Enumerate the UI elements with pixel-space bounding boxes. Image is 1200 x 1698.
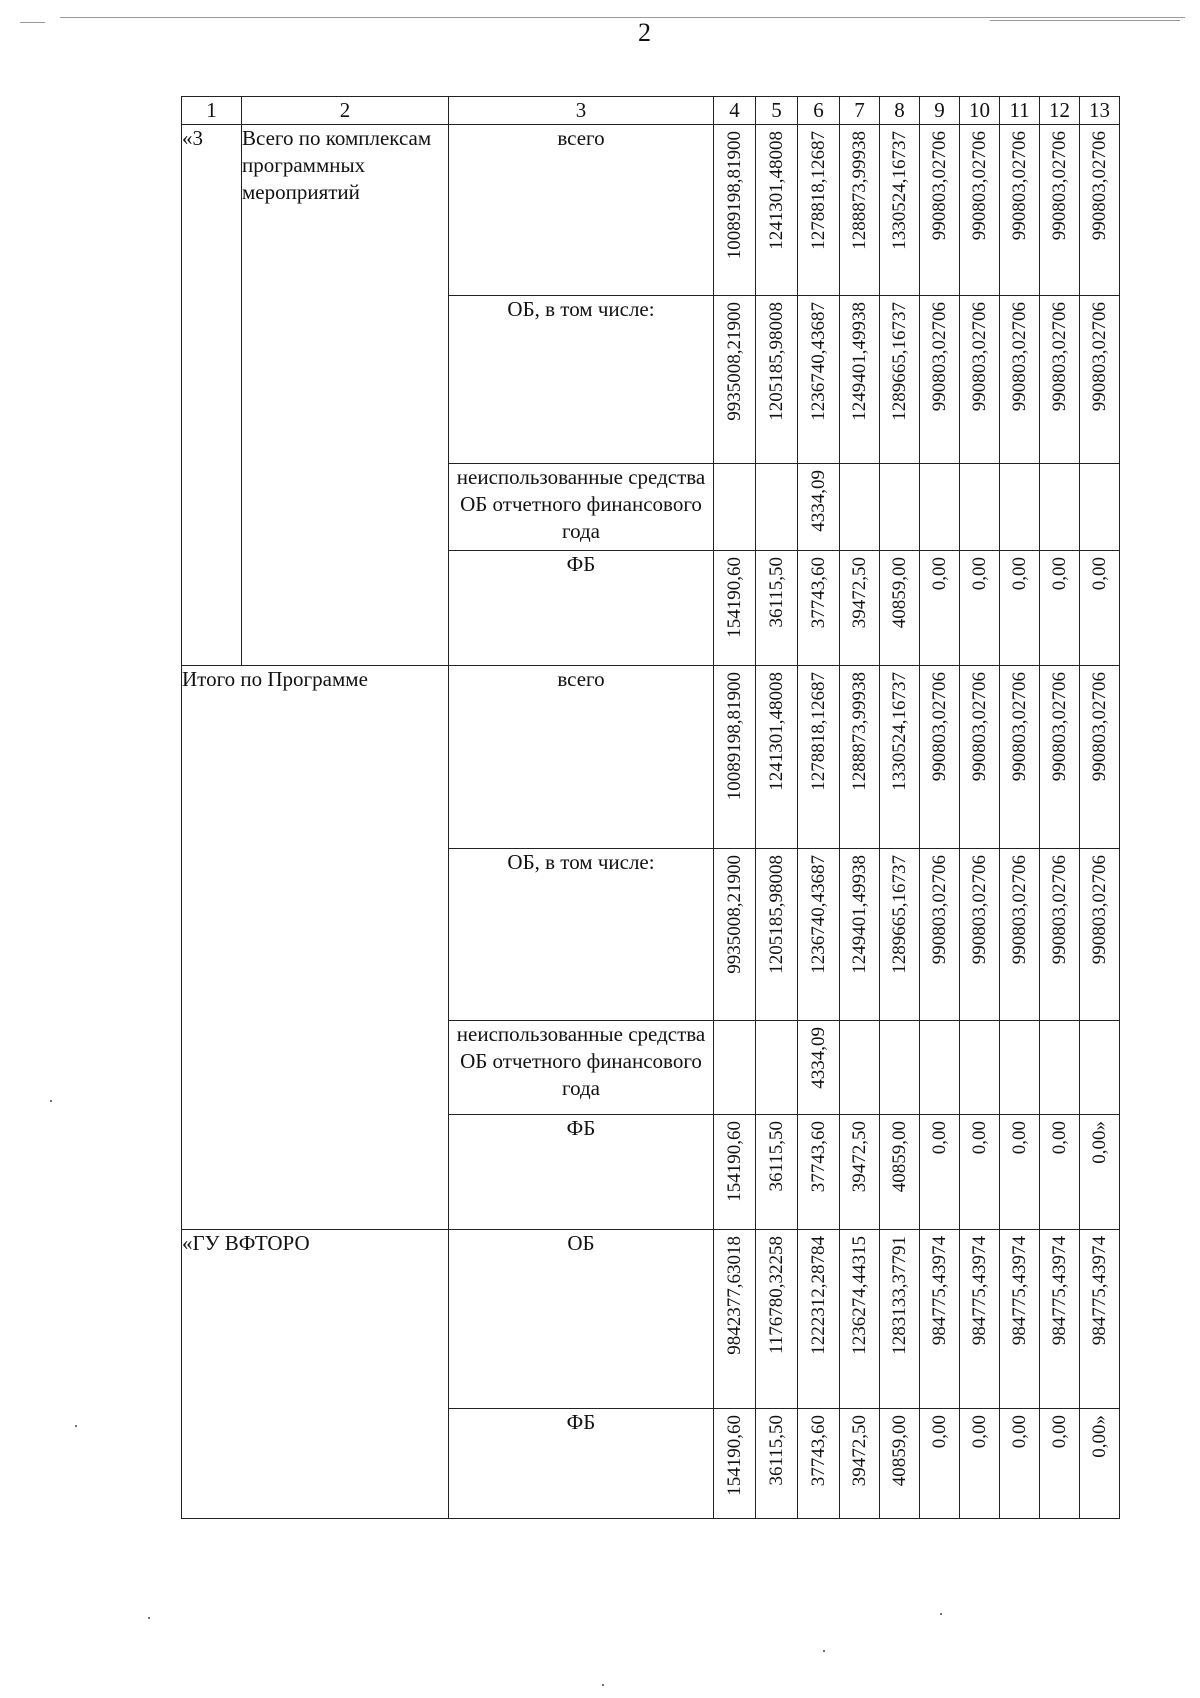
value-cell: 40859,00 [880,551,920,666]
value-cell: 1278818,12687 [798,125,840,296]
column-number: 6 [798,97,840,125]
value-cell: 990803,02706 [920,849,960,1021]
funding-source-label: ФБ [449,1409,714,1519]
value-cell: 1236740,43687 [798,296,840,464]
value-cell [1000,1021,1040,1115]
value-cell: 9842377,63018 [714,1230,756,1409]
value-cell: 154190,60 [714,551,756,666]
value-cell: 39472,50 [840,551,880,666]
value-cell: 1330524,16737 [880,125,920,296]
value-cell: 1236740,43687 [798,849,840,1021]
section-title: Итого по Программе [182,666,449,1230]
value-cell: 39472,50 [840,1409,880,1519]
value-cell: 10089198,81900 [714,666,756,849]
column-number: 10 [960,97,1000,125]
funding-source-label: неиспользованные средства ОБ отчетного финансового года [449,1021,714,1115]
value-cell: 990803,02706 [1040,296,1080,464]
value-cell: 0,00 [920,551,960,666]
column-number: 9 [920,97,960,125]
value-cell: 37743,60 [798,1115,840,1230]
value-cell: 40859,00 [880,1115,920,1230]
value-cell: 0,00 [960,1115,1000,1230]
value-cell: 36115,50 [756,1115,798,1230]
value-cell [880,464,920,551]
table-row [182,125,1120,296]
column-number: 3 [449,97,714,125]
value-cell: 40859,00 [880,1409,920,1519]
value-cell: 990803,02706 [920,125,960,296]
value-cell [714,1021,756,1115]
value-cell: 37743,60 [798,551,840,666]
value-cell: 984775,43974 [1000,1230,1040,1409]
value-cell [1040,464,1080,551]
column-number: 13 [1080,97,1120,125]
value-cell: 0,00 [960,1409,1000,1519]
value-cell: 990803,02706 [1000,849,1040,1021]
value-cell: 4334,09 [798,1021,840,1115]
value-cell [880,1021,920,1115]
scan-speck [148,1617,150,1619]
value-cell: 1289665,16737 [880,849,920,1021]
value-cell: 990803,02706 [1080,296,1120,464]
value-cell: 990803,02706 [960,296,1000,464]
value-cell [960,464,1000,551]
value-cell: 0,00 [1080,551,1120,666]
value-cell [840,464,880,551]
value-cell: 9935008,21900 [714,849,756,1021]
page-number: 2 [638,18,651,47]
column-number-row [182,97,1120,125]
column-number: 7 [840,97,880,125]
table-row [182,666,1120,849]
value-cell: 9935008,21900 [714,296,756,464]
value-cell: 984775,43974 [920,1230,960,1409]
value-cell: 0,00 [1000,551,1040,666]
column-number: 8 [880,97,920,125]
funding-source-label: ОБ [449,1230,714,1409]
value-cell: 990803,02706 [1080,849,1120,1021]
value-cell [756,1021,798,1115]
column-number: 11 [1000,97,1040,125]
value-cell: 990803,02706 [1040,125,1080,296]
scan-artifact-line [20,22,45,23]
value-cell: 154190,60 [714,1115,756,1230]
funding-source-label: ОБ, в том числе: [449,296,714,464]
value-cell [920,464,960,551]
value-cell: 1222312,28784 [798,1230,840,1409]
value-cell: 1288873,99938 [840,125,880,296]
value-cell: 1241301,48008 [756,125,798,296]
funding-source-label: ФБ [449,551,714,666]
value-cell: 0,00 [1040,1115,1080,1230]
value-cell: 0,00 [1040,551,1080,666]
value-cell: 36115,50 [756,551,798,666]
value-cell: 1236274,44315 [840,1230,880,1409]
value-cell: 36115,50 [756,1409,798,1519]
value-cell: 0,00 [1000,1409,1040,1519]
value-cell [1000,464,1040,551]
value-cell: 984775,43974 [960,1230,1000,1409]
value-cell: 154190,60 [714,1409,756,1519]
value-cell: 990803,02706 [1000,125,1040,296]
value-cell: 990803,02706 [1040,666,1080,849]
funding-source-label: неиспользованные средства ОБ отчетного финансового года [449,464,714,551]
value-cell: 990803,02706 [960,666,1000,849]
column-number: 12 [1040,97,1080,125]
value-cell: 37743,60 [798,1409,840,1519]
value-cell: 0,00 [920,1115,960,1230]
value-cell: 0,00 [1040,1409,1080,1519]
value-cell [1080,1021,1120,1115]
funding-source-label: ОБ, в том числе: [449,849,714,1021]
budget-table [181,96,1120,1519]
column-number: 1 [182,97,242,125]
scan-speck [75,1425,77,1427]
value-cell: 990803,02706 [1000,296,1040,464]
value-cell: 4334,09 [798,464,840,551]
value-cell: 990803,02706 [920,666,960,849]
scan-speck [50,1100,52,1102]
value-cell: 1241301,48008 [756,666,798,849]
value-cell [920,1021,960,1115]
value-cell: 10089198,81900 [714,125,756,296]
column-number: 4 [714,97,756,125]
value-cell [1080,464,1120,551]
value-cell: 0,00» [1080,1409,1120,1519]
value-cell: 1289665,16737 [880,296,920,464]
value-cell: 990803,02706 [1000,666,1040,849]
value-cell: 0,00 [1000,1115,1040,1230]
column-number: 5 [756,97,798,125]
section-title: Всего по комплексам программных мероприятий [242,125,449,666]
value-cell: 990803,02706 [920,296,960,464]
value-cell: 1330524,16737 [880,666,920,849]
value-cell: 984775,43974 [1040,1230,1080,1409]
value-cell: 0,00 [920,1409,960,1519]
section-number: «3 [182,125,242,666]
scan-speck [823,1650,825,1652]
table-row [182,1230,1120,1409]
scan-speck [940,1613,942,1615]
value-cell: 0,00» [1080,1115,1120,1230]
value-cell: 1249401,49938 [840,296,880,464]
value-cell: 39472,50 [840,1115,880,1230]
value-cell: 990803,02706 [960,125,1000,296]
section-title: «ГУ ВФТОРО [182,1230,449,1519]
value-cell: 990803,02706 [960,849,1000,1021]
value-cell: 1205185,98008 [756,296,798,464]
scan-speck [602,1684,604,1686]
value-cell: 0,00 [960,551,1000,666]
value-cell: 1249401,49938 [840,849,880,1021]
value-cell [714,464,756,551]
value-cell: 984775,43974 [1080,1230,1120,1409]
funding-source-label: всего [449,666,714,849]
column-number: 2 [242,97,449,125]
scan-artifact-line [990,20,1180,21]
value-cell: 1288873,99938 [840,666,880,849]
funding-source-label: всего [449,125,714,296]
value-cell: 990803,02706 [1080,666,1120,849]
value-cell: 1205185,98008 [756,849,798,1021]
value-cell: 990803,02706 [1080,125,1120,296]
value-cell: 990803,02706 [1040,849,1080,1021]
value-cell: 1283133,37791 [880,1230,920,1409]
value-cell [840,1021,880,1115]
scan-artifact-line [60,17,1185,18]
value-cell [756,464,798,551]
funding-source-label: ФБ [449,1115,714,1230]
value-cell: 1176780,32258 [756,1230,798,1409]
value-cell [1040,1021,1080,1115]
value-cell: 1278818,12687 [798,666,840,849]
value-cell [960,1021,1000,1115]
